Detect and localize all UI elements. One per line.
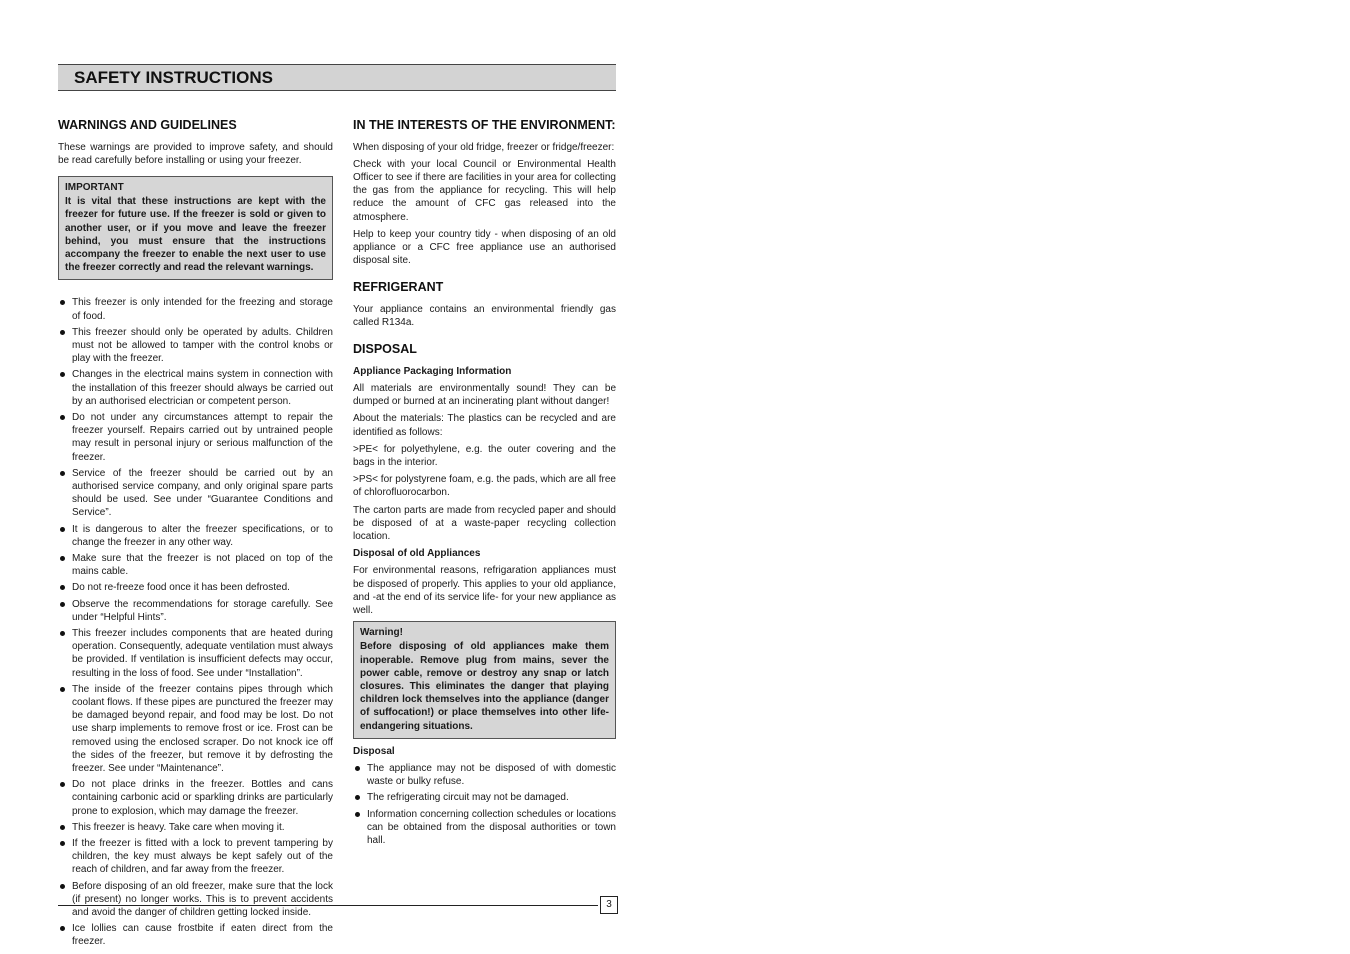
important-title: IMPORTANT: [65, 181, 124, 193]
packaging-paragraph: >PE< for polyethylene, e.g. the outer covering and the bags in the interior.: [353, 443, 616, 468]
list-item: The refrigerating circuit may not be damaged.: [353, 791, 616, 804]
old-appliances-paragraph: For environmental reasons, refrigaration appliances must be disposed of properly. This applies to your old appliance, and -at the end of its service life- for your new appliance as well.: [353, 565, 616, 616]
right-column: [353, 118, 616, 850]
list-item: Observe the recommendations for storage carefully. See under “Helpful Hints”.: [58, 598, 333, 624]
warning-title: Warning!: [360, 627, 403, 639]
list-item: Before disposing of an old freezer, make sure that the lock (if present) no longer works. This is to prevent accidents and avoid the danger of children getting locked inside.: [58, 880, 333, 920]
packaging-paragraph: All materials are environmentally sound! They can be dumped or burned at an incinerating plant without danger!: [353, 382, 616, 408]
list-item: It is dangerous to alter the freezer specifications, or to change the freezer in any other way.: [58, 523, 333, 549]
disposal-list: [353, 762, 616, 847]
left-column: [58, 118, 333, 952]
list-item: Changes in the electrical mains system in connection with the installation of this freezer should always be carried out by an authorised electrician or competent person.: [58, 368, 333, 408]
list-item: This freezer is only intended for the freezing and storage of food.: [58, 296, 333, 322]
environment-paragraph: Help to keep your country tidy - when disposing of an old appliance or a CFC free appliance use an authorised disposal site.: [353, 228, 616, 267]
disposal-heading: DISPOSAL: [353, 342, 417, 357]
environment-paragraph: Check with your local Council or Environmental Health Officer to see if there are facilities in your area for collecting the gas from the appliance for recycling. This will help reduce the amount of CFC gas released into the atmosphere.: [353, 158, 616, 223]
important-text: It is vital that these instructions are kept with the freezer for future use. If the freezer is sold or given to another user, or if you move and leave the freezer behind, you must ensure that the instructions accompany the freezer to enable the next user to use the freezer correctly and read the relevant warnings.: [65, 196, 326, 274]
warnings-intro: These warnings are provided to improve safety, and should be read carefully before installing or using your freezer.: [58, 141, 333, 166]
refrigerant-paragraph: Your appliance contains an environmental friendly gas called R134a.: [353, 303, 616, 329]
warning-box: [353, 621, 616, 739]
old-appliances-subheading: Disposal of old Appliances: [353, 548, 481, 560]
warnings-list: [58, 296, 333, 948]
list-item: This freezer includes components that are heated during operation. Consequently, adequate ventilation must always be provided. If ventilation is insufficient defects may occur, resulting in the loss of food. See under “Installation”.: [58, 627, 333, 680]
environment-paragraph: When disposing of your old fridge, freezer or fridge/freezer:: [353, 141, 615, 153]
refrigerant-heading: REFRIGERANT: [353, 280, 444, 295]
list-item: Do not re-freeze food once it has been defrosted.: [58, 581, 333, 594]
packaging-paragraph: About the materials: The plastics can be recycled and are identified as follows:: [353, 413, 616, 438]
packaging-subheading: Appliance Packaging Information: [353, 365, 512, 377]
list-item: This freezer should only be operated by adults. Children must not be allowed to tamper with the control knobs or play with the freezer.: [58, 326, 333, 366]
list-item: Make sure that the freezer is not placed on top of the mains cable.: [58, 552, 333, 578]
list-item: Information concerning collection schedules or locations can be obtained from the disposal authorities or town hall.: [353, 808, 616, 848]
list-item: Do not place drinks in the freezer. Bottles and cans containing carbonic acid or sparkling drinks are particularly prone to explosion, which may damage the freezer.: [58, 778, 333, 818]
list-item: Do not under any circumstances attempt to repair the freezer yourself. Repairs carried out by untrained people may result in personal injury or serious malfunction of the freezer.: [58, 411, 333, 464]
list-item: If the freezer is fitted with a lock to prevent tampering by children, the key must always be kept safely out of the reach of children, and far away from the freezer.: [58, 837, 333, 877]
footer-rule: [58, 905, 598, 906]
list-item: Service of the freezer should be carried out by an authorised service company, and only original spare parts should be used. See under “Guarantee Conditions and Service”.: [58, 467, 333, 520]
page-title: SAFETY INSTRUCTIONS: [74, 68, 273, 87]
page-number: 3: [600, 896, 618, 914]
packaging-paragraph: >PS< for polystyrene foam, e.g. the pads, which are all free of chlorofluorocarbon.: [353, 474, 616, 499]
list-item: Ice lollies can cause frostbite if eaten direct from the freezer.: [58, 922, 333, 948]
packaging-paragraph: The carton parts are made from recycled paper and should be disposed of at a waste-paper recycling collection location.: [353, 504, 616, 542]
list-item: The appliance may not be disposed of with domestic waste or bulky refuse.: [353, 762, 616, 788]
important-box: [58, 176, 333, 280]
warnings-heading: WARNINGS AND GUIDELINES: [58, 118, 237, 132]
title-bar: [58, 64, 616, 91]
environment-heading: IN THE INTERESTS OF THE ENVIRONMENT:: [353, 118, 616, 132]
list-item: This freezer is heavy. Take care when moving it.: [58, 821, 333, 834]
warning-text: Before disposing of old appliances make them inoperable. Remove plug from mains, sever the power cable, remove or destroy any snap or latch closures. This eliminates the danger that playing children lock themselves into the appliance (danger of suffocation!) or place themselves into other life-endangering situations.: [360, 641, 609, 732]
final-disposal-subheading: Disposal: [353, 745, 395, 757]
list-item: The inside of the freezer contains pipes through which coolant flows. If these pipes are punctured the freezer may be damaged beyond repair, and food may be lost. Do not use sharp implements to remove frost or ice. Frost can be removed using the enclosed scraper. Do not knock ice off the sides of the freezer, but remove it by defrosting the freezer. See under “Maintenance”.: [58, 683, 333, 775]
